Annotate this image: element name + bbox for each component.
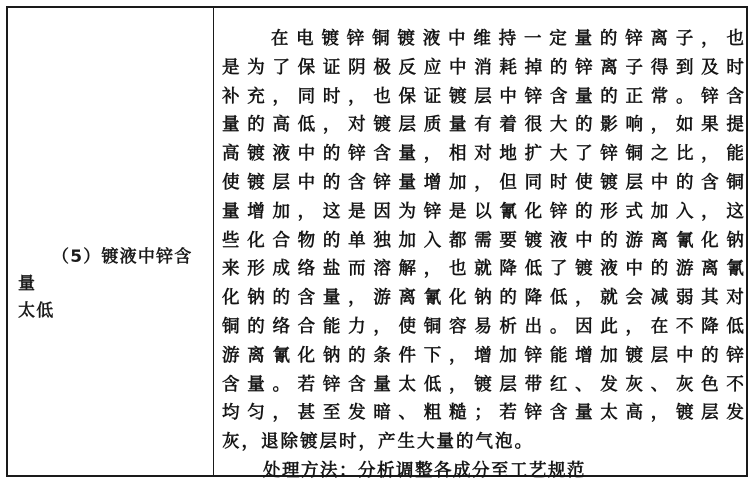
paragraph-line: 补 充 ， 同 时 ， 也 保 证 镀 层 中 锌 含 量 的 正 常 。 锌 含: [222, 86, 744, 107]
explanation-paragraph: [222, 25, 744, 457]
column-divider: [213, 8, 214, 475]
paragraph-line: 高 镀 液 中 的 锌 含 量 ， 相 对 地 扩 大 了 锌 铜 之 比 ， 能: [222, 144, 744, 165]
treatment-method-text: 分析调整各成分至工艺规范: [358, 460, 586, 481]
paragraph-line: 游 离 氰 化 钠 的 条 件 下 ， 增 加 锌 能 增 加 镀 层 中 的 锌: [222, 345, 744, 366]
cause-label-line2: 太低: [18, 301, 55, 321]
treatment-method-label: 处理方法：: [263, 460, 358, 481]
explanation-cell: [222, 25, 744, 486]
paragraph-line: 铜 的 络 合 能 力 ， 使 铜 容 易 析 出 。 因 此 ， 在 不 降 低: [222, 316, 744, 337]
treatment-method: [222, 457, 744, 486]
paragraph-line: 来 形 成 络 盐 而 溶 解 ， 也 就 降 低 了 镀 液 中 的 游 离 氰: [222, 259, 744, 280]
paragraph-line: 量 的 高 低 ， 对 镀 层 质 量 有 着 很 大 的 影 响 ， 如 果 提: [222, 115, 744, 136]
cause-cell: [8, 8, 212, 475]
paragraph-line: 均 匀 ， 甚 至 发 暗 、 粗 糙 ； 若 锌 含 量 太 高 ， 镀 层 发: [222, 403, 744, 424]
paragraph-line: 化 钠 的 含 量 ， 游 离 氰 化 钠 的 降 低 ， 就 会 减 弱 其 对: [222, 288, 744, 309]
troubleshooting-table: [6, 6, 748, 481]
paragraph-line: 量 增 加 ， 这 是 因 为 锌 是 以 氰 化 锌 的 形 式 加 入 ， 这: [222, 201, 744, 222]
paragraph-line: 是 为 了 保 证 阴 极 反 应 中 消 耗 掉 的 锌 离 子 得 到 及 时: [222, 57, 744, 78]
paragraph-line: 在 电 镀 锌 铜 镀 液 中 维 持 一 定 量 的 锌 离 子 ， 也: [270, 29, 744, 49]
paragraph-line: 使 镀 层 中 的 含 锌 量 增 加 ， 但 同 时 使 镀 层 中 的 含 铜: [222, 172, 744, 193]
paragraph-line: 含 量 。 若 锌 含 量 太 低 ， 镀 层 带 红 、 发 灰 、 灰 色 不: [222, 374, 744, 395]
paragraph-line: 灰，退除镀层时，产生大量的气泡。: [222, 432, 534, 453]
cause-label-line1: （5）镀液中锌含量: [18, 247, 193, 294]
cause-label: [18, 244, 206, 325]
paragraph-line: 些 化 合 物 的 单 独 加 入 都 需 要 镀 液 中 的 游 离 氰 化 钠: [222, 230, 744, 251]
